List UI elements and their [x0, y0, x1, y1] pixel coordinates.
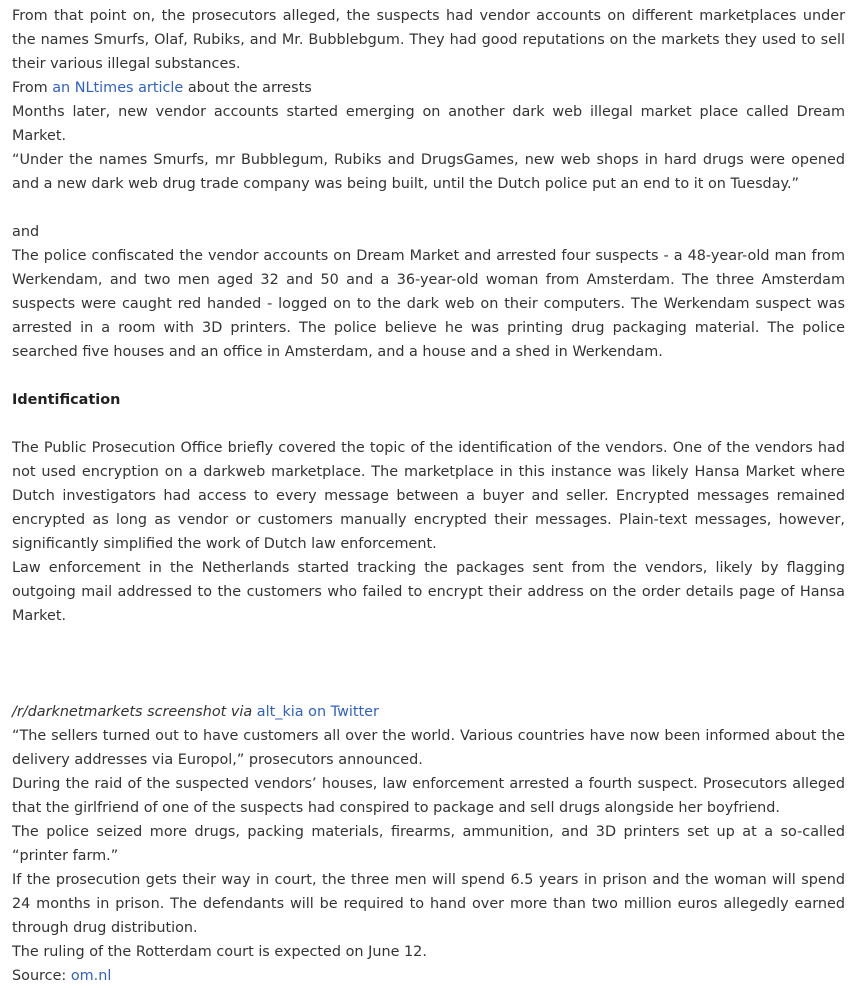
- spacer: [12, 196, 845, 220]
- quote-web-shops: “Under the names Smurfs, mr Bubblegum, Rubiks and DrugsGames, new web shops in hard drugs were opened and a new dark web drug trade company was being built, until the Dutch police put an end to it on Tuesday.”: [12, 152, 845, 192]
- paragraph-dream-market: Months later, new vendor accounts started emerging on another dark web illegal market place called Dream Market.: [12, 104, 845, 144]
- paragraph-vendor-accounts: From that point on, the prosecutors alleged, the suspects had vendor accounts on different marketplaces under the names Smurfs, Olaf, Rubiks, and Mr. Bubblebgum. They had good reputations on the markets they used to sell their various illegal substances.: [12, 8, 845, 72]
- spacer: [12, 676, 845, 700]
- from-prefix: From: [12, 80, 48, 96]
- source-line: [12, 964, 845, 988]
- nltimes-article-link[interactable]: an NLtimes article: [52, 80, 184, 96]
- image-spacer: [12, 628, 845, 676]
- paragraph-ruling: The ruling of the Rotterdam court is expected on June 12.: [12, 944, 427, 960]
- and-text: and: [12, 224, 40, 240]
- paragraph-seized: The police seized more drugs, packing materials, firearms, ammunition, and 3D printers set up at a so-called “printer farm.”: [12, 824, 845, 864]
- caption-text: /r/darknetmarkets screenshot via: [12, 704, 253, 720]
- paragraph-fourth-suspect: During the raid of the suspected vendors’ houses, law enforcement arrested a fourth suspect. Prosecutors alleged that the girlfriend of one of the suspects had conspired to package and sell drugs alongside her boyfriend.: [12, 776, 845, 816]
- twitter-link[interactable]: alt_kia on Twitter: [256, 704, 379, 720]
- from-suffix: about the arrests: [187, 80, 312, 96]
- spacer: [12, 412, 845, 436]
- source-label: Source:: [12, 968, 67, 984]
- from-line: [12, 76, 845, 100]
- paragraph-confiscation: The police confiscated the vendor accounts on Dream Market and arrested four suspects - a 48-year-old man from Werkendam, and two men aged 32 and 50 and a 36-year-old woman from Amsterdam. The three Amsterdam suspects were caught red handed - logged on to the dark web on their computers. The Werkendam suspect was arrested in a room with 3D printers. The police believe he was printing drug packaging material. The police searched five houses and an office in Amsterdam, and a house and a shed in Werkendam.: [12, 248, 845, 360]
- spacer: [12, 364, 845, 388]
- paragraph-sentences: If the prosecution gets their way in court, the three men will spend 6.5 years in prison and the woman will spend 24 months in prison. The defendants will be required to hand over more than two million euros allegedly earned through drug distribution.: [12, 872, 845, 936]
- paragraph-customers: “The sellers turned out to have customers all over the world. Various countries have now been informed about the delivery addresses via Europol,” prosecutors announced.: [12, 728, 845, 768]
- source-link[interactable]: om.nl: [70, 968, 112, 984]
- paragraph-identification: The Public Prosecution Office briefly covered the topic of the identification of the vendors. One of the vendors had not used encryption on a darkweb marketplace. The marketplace in this instance was likely Hansa Market where Dutch investigators had access to every message between a buyer and seller. Encrypted messages remained encrypted as long as vendor or customers manually encrypted their messages. Plain-text messages, however, significantly simplified the work of Dutch law enforcement.: [12, 440, 845, 552]
- paragraph-tracking: Law enforcement in the Netherlands started tracking the packages sent from the vendors, likely by flagging outgoing mail addressed to the customers who failed to encrypt their address on the order details page of Hansa Market.: [12, 560, 845, 624]
- section-heading-identification: Identification: [12, 392, 121, 408]
- image-caption: [12, 700, 845, 724]
